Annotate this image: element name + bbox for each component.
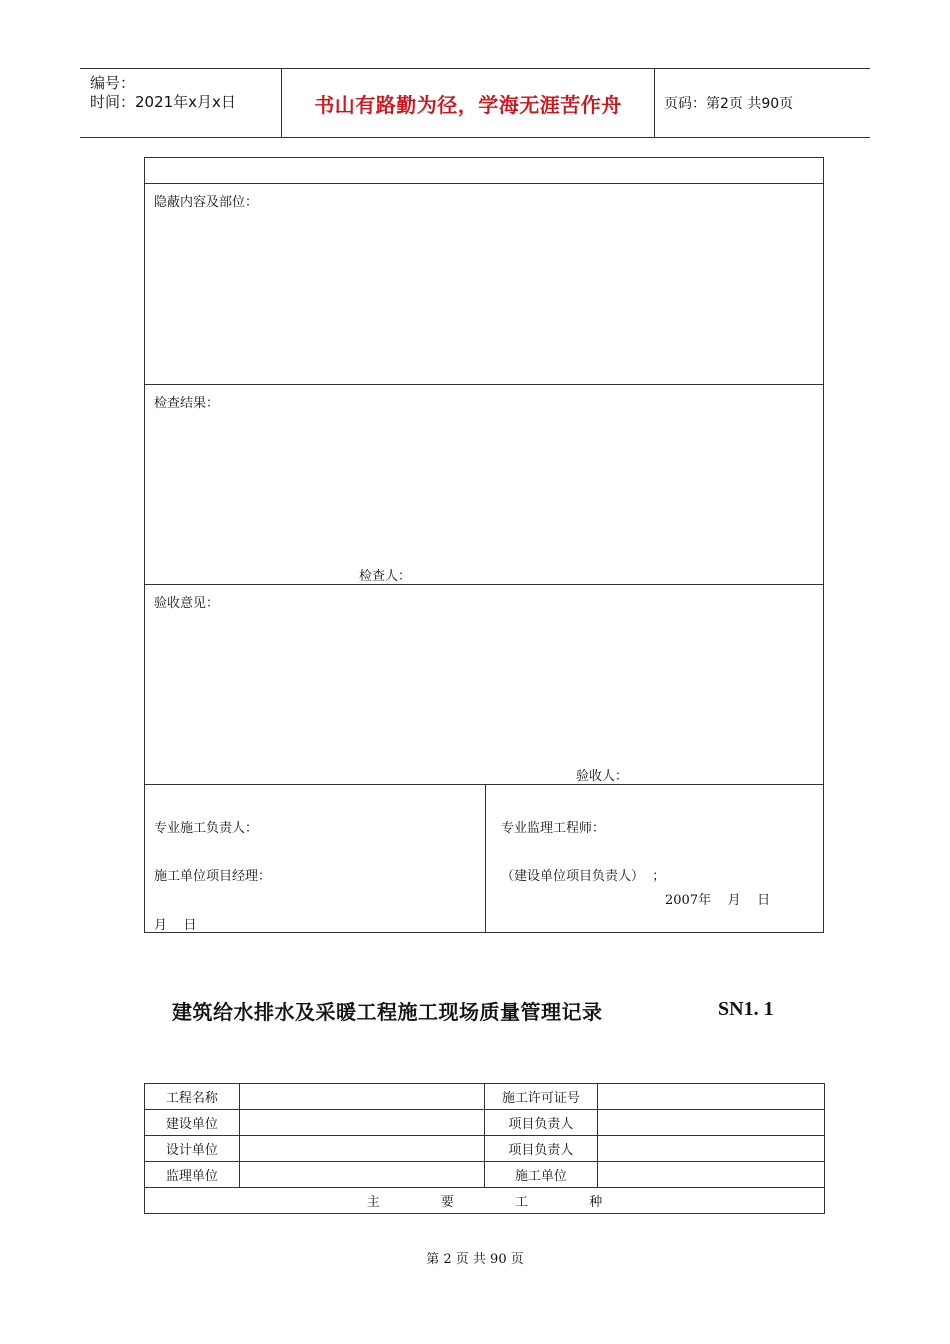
check-result-section[interactable] — [145, 384, 823, 584]
table-row — [145, 1188, 825, 1214]
value-cell[interactable] — [598, 1084, 825, 1110]
page-header — [80, 68, 870, 138]
label-cell: 项目负责人 — [484, 1110, 598, 1136]
signature-section — [145, 784, 823, 932]
label-cell: 项目负责人 — [484, 1136, 598, 1162]
hidden-content-label: 隐蔽内容及部位： — [154, 195, 259, 210]
main-trades-char: 主 — [366, 1195, 380, 1210]
document-title: 建筑给水排水及采暖工程施工现场质量管理记录 — [172, 1000, 603, 1024]
label-cell: 设计单位 — [145, 1136, 240, 1162]
document-code: SN1. 1 — [718, 998, 774, 1020]
value-cell[interactable] — [239, 1084, 484, 1110]
document-number-label: 编号： — [90, 74, 136, 92]
header-page-info: 页码：第2页 共90页 — [664, 96, 794, 112]
value-cell[interactable] — [598, 1162, 825, 1188]
value-cell[interactable] — [598, 1110, 825, 1136]
supervisor-label[interactable]: 专业监理工程师： — [501, 821, 606, 836]
check-result-label: 检查结果： — [154, 396, 220, 411]
main-trades-char: 要 — [440, 1195, 454, 1210]
inspection-form — [144, 157, 824, 933]
label-cell: 施工单位 — [484, 1162, 598, 1188]
hidden-content-section[interactable] — [145, 183, 823, 384]
table-row — [145, 1162, 825, 1188]
label-cell: 建设单位 — [145, 1110, 240, 1136]
label-cell: 监理单位 — [145, 1162, 240, 1188]
table-row — [145, 1110, 825, 1136]
inspector-label: 检查人： — [359, 569, 412, 584]
project-manager-label[interactable]: 施工单位项目经理： — [154, 869, 272, 884]
value-cell[interactable] — [239, 1162, 484, 1188]
header-motto-cell — [281, 69, 655, 137]
acceptance-opinion-section[interactable] — [145, 584, 823, 784]
header-motto: 书山有路勤为径，学海无涯苦作舟 — [314, 92, 622, 117]
acceptor-label: 验收人： — [576, 769, 629, 784]
signature-divider — [485, 784, 486, 932]
label-cell: 工程名称 — [145, 1084, 240, 1110]
main-trades-header-cell — [145, 1188, 825, 1214]
label-cell: 施工许可证号 — [484, 1084, 598, 1110]
table-row — [145, 1084, 825, 1110]
value-cell[interactable] — [598, 1136, 825, 1162]
table-row — [145, 1136, 825, 1162]
document-time-label: 时间：2021年x月x日 — [90, 93, 236, 111]
acceptance-opinion-label: 验收意见： — [154, 596, 220, 611]
value-cell[interactable] — [239, 1110, 484, 1136]
main-trades-char: 工 — [515, 1195, 529, 1210]
value-cell[interactable] — [239, 1136, 484, 1162]
owner-lead-label[interactable]: （建设单位项目负责人） ； — [501, 869, 666, 884]
left-date-label: 月 日 — [154, 918, 197, 933]
header-meta-cell — [80, 69, 281, 137]
project-info-table — [144, 1083, 825, 1214]
header-page-cell — [654, 69, 870, 137]
construction-lead-label[interactable]: 专业施工负责人： — [154, 821, 259, 836]
right-date-label: 2007年 月 日 — [665, 893, 771, 908]
page-footer: 第 2 页 共 90 页 — [426, 1252, 524, 1267]
main-trades-char: 种 — [589, 1195, 603, 1210]
